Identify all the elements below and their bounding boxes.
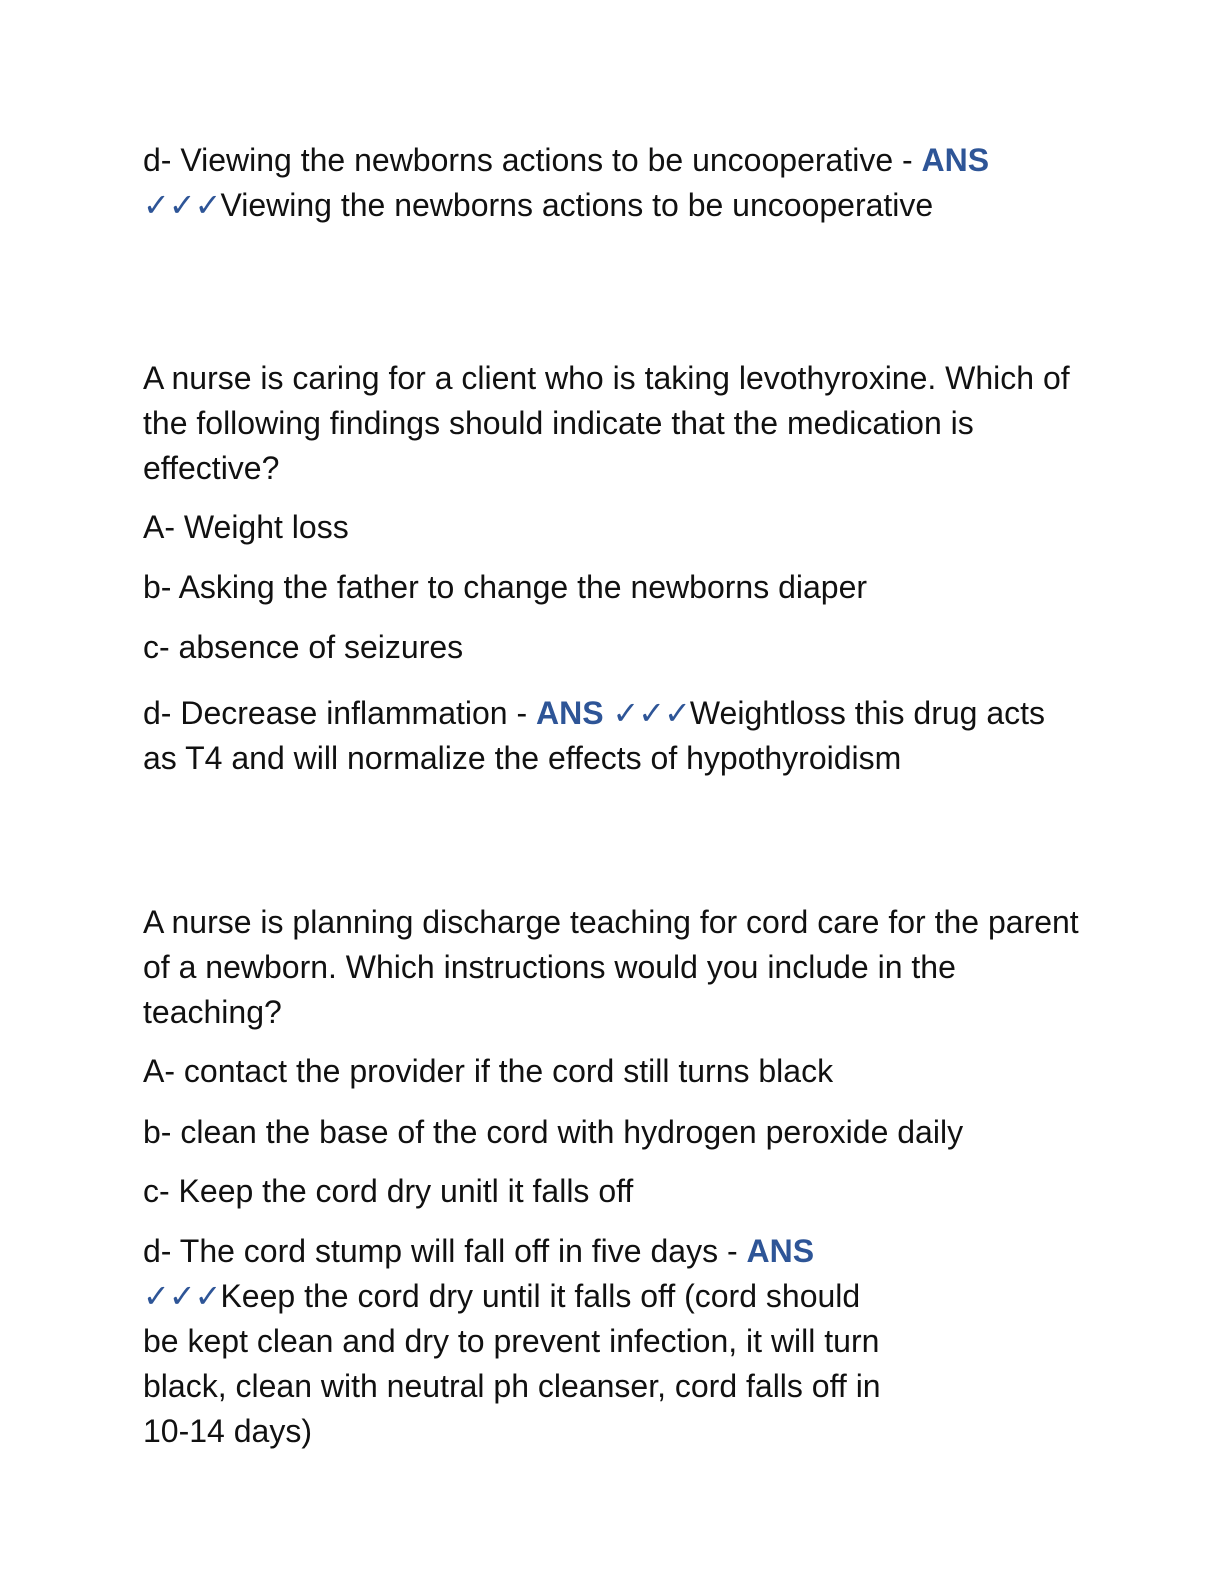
option-d-text: d- Viewing the newborns actions to be uncooperative - bbox=[143, 142, 922, 178]
question-3-option-d bbox=[143, 1229, 903, 1454]
ans-label: ANS bbox=[746, 1233, 815, 1269]
answer-explanation: Keep the cord dry until it falls off (cord should be kept clean and dry to prevent infection, it will turn black, clean with neutral ph cleanser, cord falls off in 10-14 days) bbox=[143, 1278, 881, 1449]
question-3-option-b: b- clean the base of the cord with hydrogen peroxide daily bbox=[143, 1114, 964, 1150]
option-d-text: d- The cord stump will fall off in five days - bbox=[143, 1233, 747, 1269]
answer-paragraph-1 bbox=[143, 138, 1083, 228]
ans-label: ANS bbox=[921, 142, 990, 178]
question-3-text: A nurse is planning discharge teaching for cord care for the parent of a newborn. Which instructions would you include in the teaching? bbox=[143, 904, 1079, 1030]
ans-label: ANS bbox=[536, 695, 604, 731]
question-2-option-d bbox=[143, 691, 1083, 781]
question-2-text: A nurse is caring for a client who is taking levothyroxine. Which of the following findings should indicate that the medication is effective? bbox=[143, 360, 1070, 486]
question-2-option-c: c- absence of seizures bbox=[143, 629, 464, 665]
question-3-option-c: c- Keep the cord dry unitl it falls off bbox=[143, 1173, 634, 1209]
answer-explanation: Viewing the newborns actions to be uncooperative bbox=[220, 187, 934, 223]
option-d-text: d- Decrease inflammation - bbox=[143, 695, 537, 731]
question-3-option-a: A- contact the provider if the cord still turns black bbox=[143, 1053, 834, 1089]
answer-explanation: Weightloss this drug acts as T4 and will normalize the effects of hypothyroidism bbox=[143, 695, 1046, 776]
checkmarks-icon: ✓✓✓ bbox=[612, 695, 690, 731]
question-2-option-a: A- Weight loss bbox=[143, 509, 349, 545]
checkmarks-icon: ✓✓✓ bbox=[143, 187, 221, 223]
checkmarks-icon: ✓✓✓ bbox=[143, 1278, 221, 1314]
question-2-option-b: b- Asking the father to change the newborns diaper bbox=[143, 569, 868, 605]
